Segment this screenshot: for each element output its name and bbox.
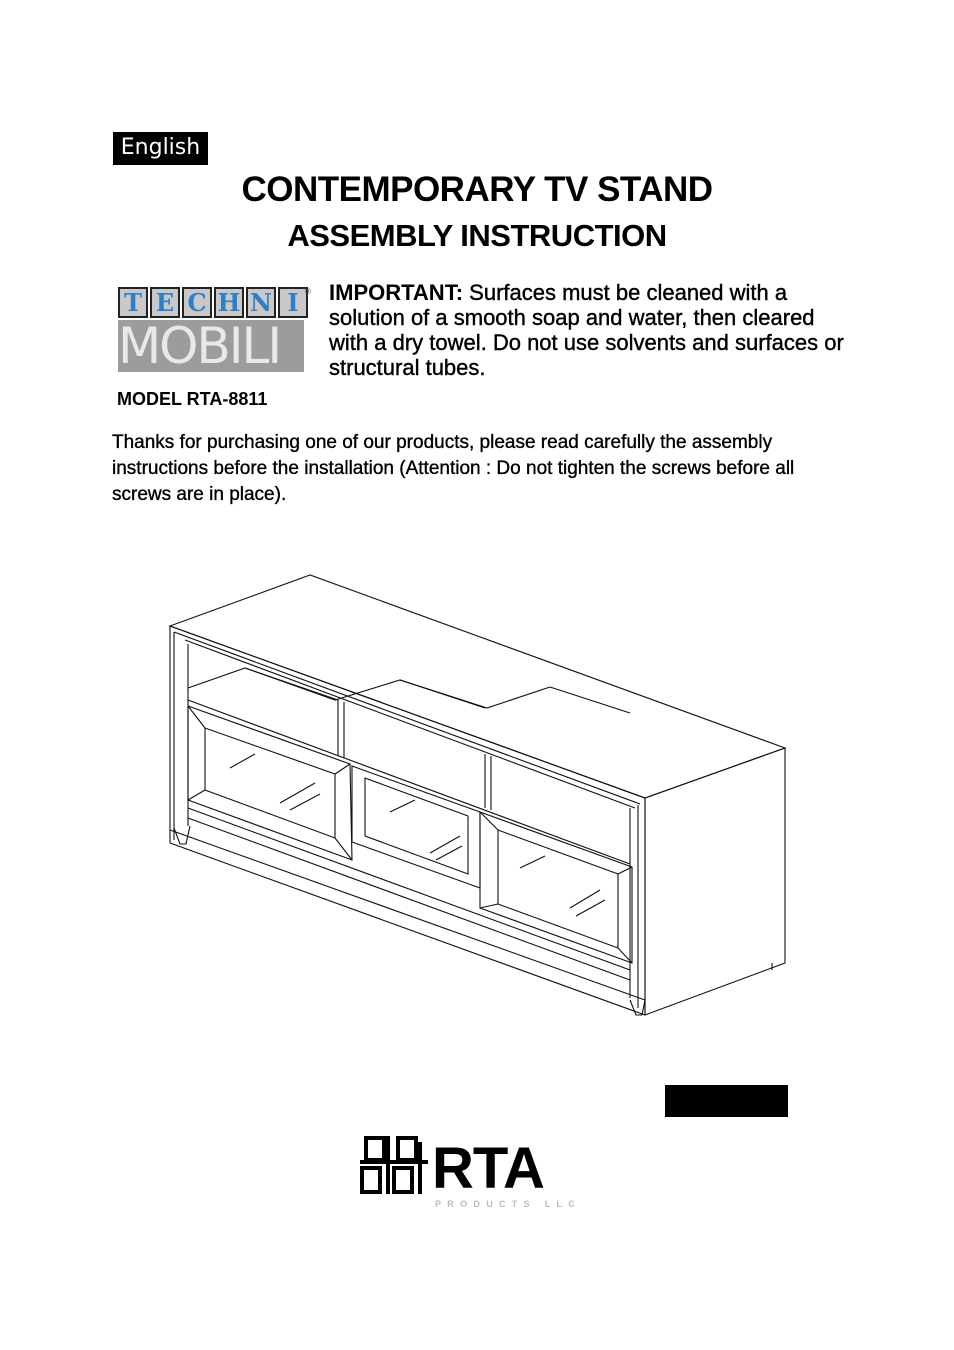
thanks-paragraph: Thanks for purchasing one of our products, please read carefully the assembly instructions before the installation (Attention : Do not tighten the screws before all screws are in place).: [112, 432, 795, 505]
rta-logo-text: RTA: [432, 1136, 544, 1201]
black-label-bar: [665, 1085, 788, 1117]
important-lead: IMPORTANT:: [329, 280, 464, 305]
model-number: MODEL RTA-8811: [117, 389, 268, 409]
important-text: Surfaces must be cleaned with a solution of a smooth soap and water, then cleared with a dry towel. Do not use solvents and surfaces or structural tubes.: [329, 280, 844, 380]
logo-letter: E: [150, 287, 180, 318]
document-title: CONTEMPORARY TV STAND: [241, 170, 713, 209]
logo-letter: H: [214, 287, 244, 318]
rta-logo-mark: [358, 1134, 432, 1198]
logo-bottom-text: MOBILI: [118, 320, 304, 372]
rta-logo-subtext: PRODUCTS LLC: [435, 1199, 582, 1209]
logo-letter: T: [118, 287, 148, 318]
logo-letter: I: [278, 287, 308, 318]
document-subtitle: ASSEMBLY INSTRUCTION: [287, 218, 667, 253]
registered-mark: ®: [305, 287, 311, 296]
language-badge: English: [113, 132, 208, 165]
important-notice: [329, 280, 849, 380]
techni-mobili-logo: [118, 287, 308, 373]
logo-letter: N: [246, 287, 276, 318]
rta-products-logo: [358, 1134, 582, 1214]
tv-stand-illustration: [160, 568, 790, 1023]
logo-letter: C: [182, 287, 212, 318]
logo-top-row: [118, 287, 308, 318]
